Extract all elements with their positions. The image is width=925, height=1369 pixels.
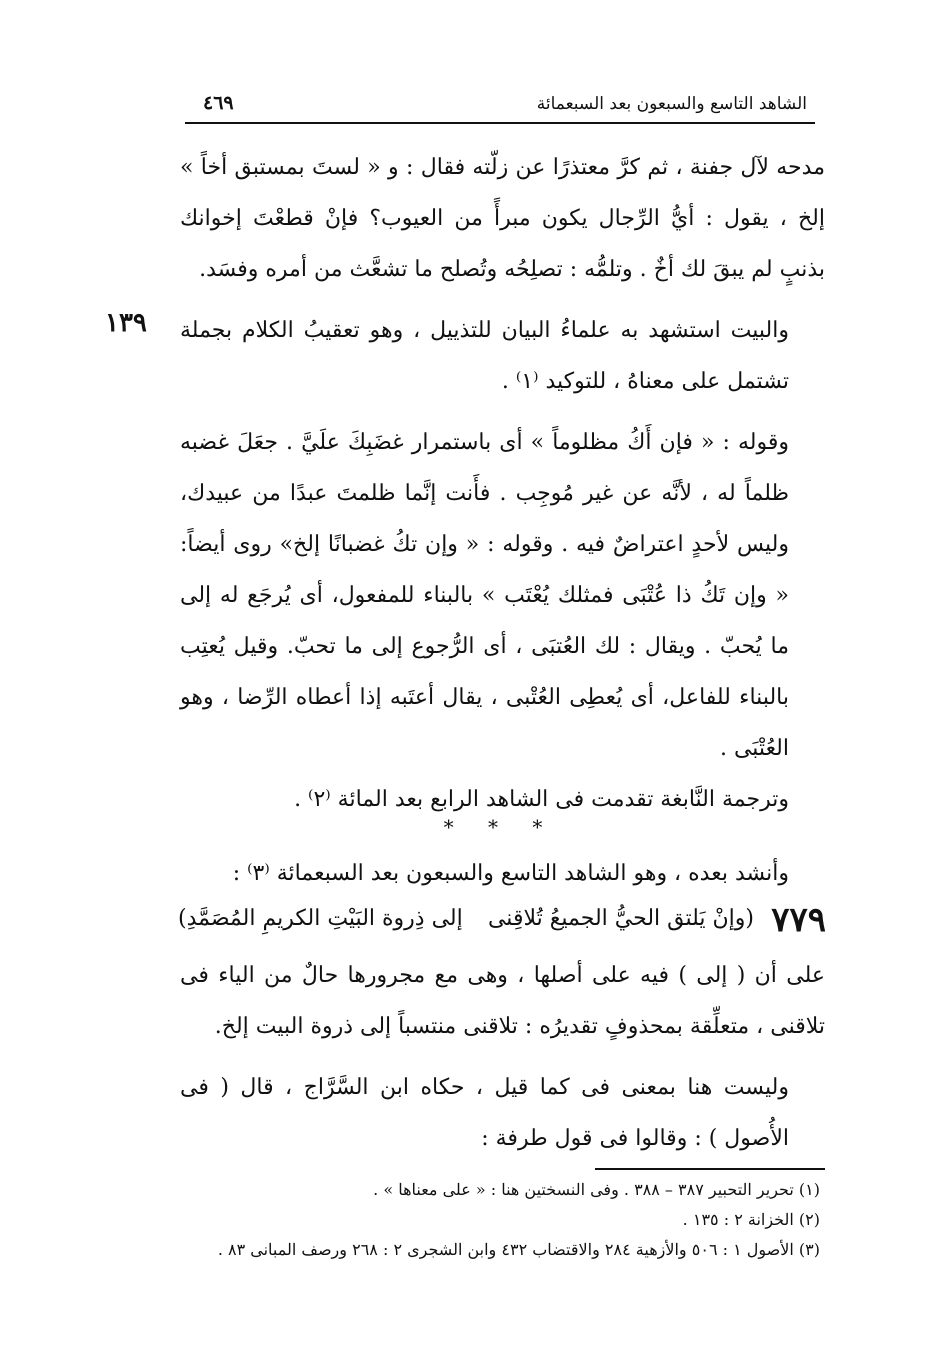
paragraph-5: على أن ( إلى ) فيه على أصلها ، وهى مع مجرورها حالٌ من الياء فى تلاقنى ، متعلِّقة بمحذوفٍ تقديرُه : تلاقنى منتسباً إلى ذروة البيت إلخ.	[180, 963, 825, 1039]
main-text	[180, 142, 825, 825]
commentary-block	[180, 950, 825, 1164]
running-title: الشاهد التاسع والسبعون بعد السبعمائة	[536, 94, 807, 114]
paragraph-3: وقوله : « فإن أَكُ مظلوماً » أى باستمرار غضَبِكَ علَيَّ . جعَلَ غضبه ظلماً له ، لأنَّه عن غير مُوجِب . فأَنت إنَّما ظلمتَ عبدًا من عبيدك، وليس لأحدٍ اعتراضٌ فيه . وقوله : « وإن تكُ غضبانًا إلخ» روى أيضاً: « وإن تَكُ ذا عُتْبَى فمثلك يُعْتَب » بالبناء للمفعول، أى يُرجَع له إلى ما يُحبّ . ويقال : لك العُتبَى ، أى الرُّجوع إلى ما تحبّ. وقيل يُعتِب بالبناء للفاعل، أى يُعطِى العُتْبى ، يقال أعتَبه إذا أعطاه الرِّضا ، وهو العُتْبَى .	[180, 430, 789, 761]
header-rule	[185, 122, 815, 124]
footnotes	[170, 1175, 820, 1265]
footnote-2: (٢) الخزانة ٢ : ١٣٥ .	[682, 1210, 820, 1229]
running-header	[185, 92, 815, 124]
verse-intro-block	[180, 848, 825, 899]
footnote-3: (٣) الأصول ١ : ٥٠٦ والأزهية ٢٨٤ والاقتضاب ٤٣٢ وابن الشجرى ٢ : ٢٦٨ ورصف المبانى ٨٣ .	[217, 1240, 820, 1259]
page-number: ٤٦٩	[203, 92, 234, 114]
section-separator: * * *	[443, 815, 557, 839]
footnote-rule	[595, 1168, 825, 1170]
verse-hemistich-1: (وإنْ يَلتق الحيُّ الجميعُ تُلاقِنى	[487, 906, 754, 931]
verse-hemistich-2: إلى ذِروة البَيْتِ الكريمِ المُصَمَّدِ)	[178, 906, 463, 931]
verse-line	[178, 900, 826, 954]
paragraph-1: مدحه لآل جفنة ، ثم كرَّ معتذرًا عن زلّته فقال : و « لستَ بمستبق أخاً » إلخ ، يقول : أيُّ الرِّجال يكون مبرأً من العيوب؟ فإنْ قطعْتَ إخوانك بذنبٍ لم يبقَ لك أخٌ . وتلمُّه : تصلِحُه وتُصلح ما تشعَّث من أمره وفسَد.	[180, 155, 825, 282]
verse-intro: وأنشد بعده ، وهو الشاهد التاسع والسبعون بعد السبعمائة ⁽٣⁾ :	[232, 861, 789, 886]
paragraph-6: وليست هنا بمعنى فى كما قيل ، حكاه ابن السَّرَّاج ، قال ( فى الأُصول ) : وقالوا فى قول طرفة :	[180, 1075, 789, 1151]
paragraph-2: والبيت استشهد به علماءُ البيان للتذييل ، وهو تعقيبُ الكلام بجملة تشتمل على معناهُ ، للتوكيد ⁽١⁾ .	[180, 318, 789, 394]
margin-number: ١٣٩	[105, 308, 147, 338]
paragraph-4: وترجمة النَّابغة تقدمت فى الشاهد الرابع بعد المائة ⁽٢⁾ .	[294, 787, 789, 812]
verse-number: ٧٧٩	[771, 900, 826, 940]
footnote-1: (١) تحرير التحبير ٣٨٧ – ٣٨٨ . وفى النسختين هنا : « على معناها » .	[373, 1180, 820, 1199]
